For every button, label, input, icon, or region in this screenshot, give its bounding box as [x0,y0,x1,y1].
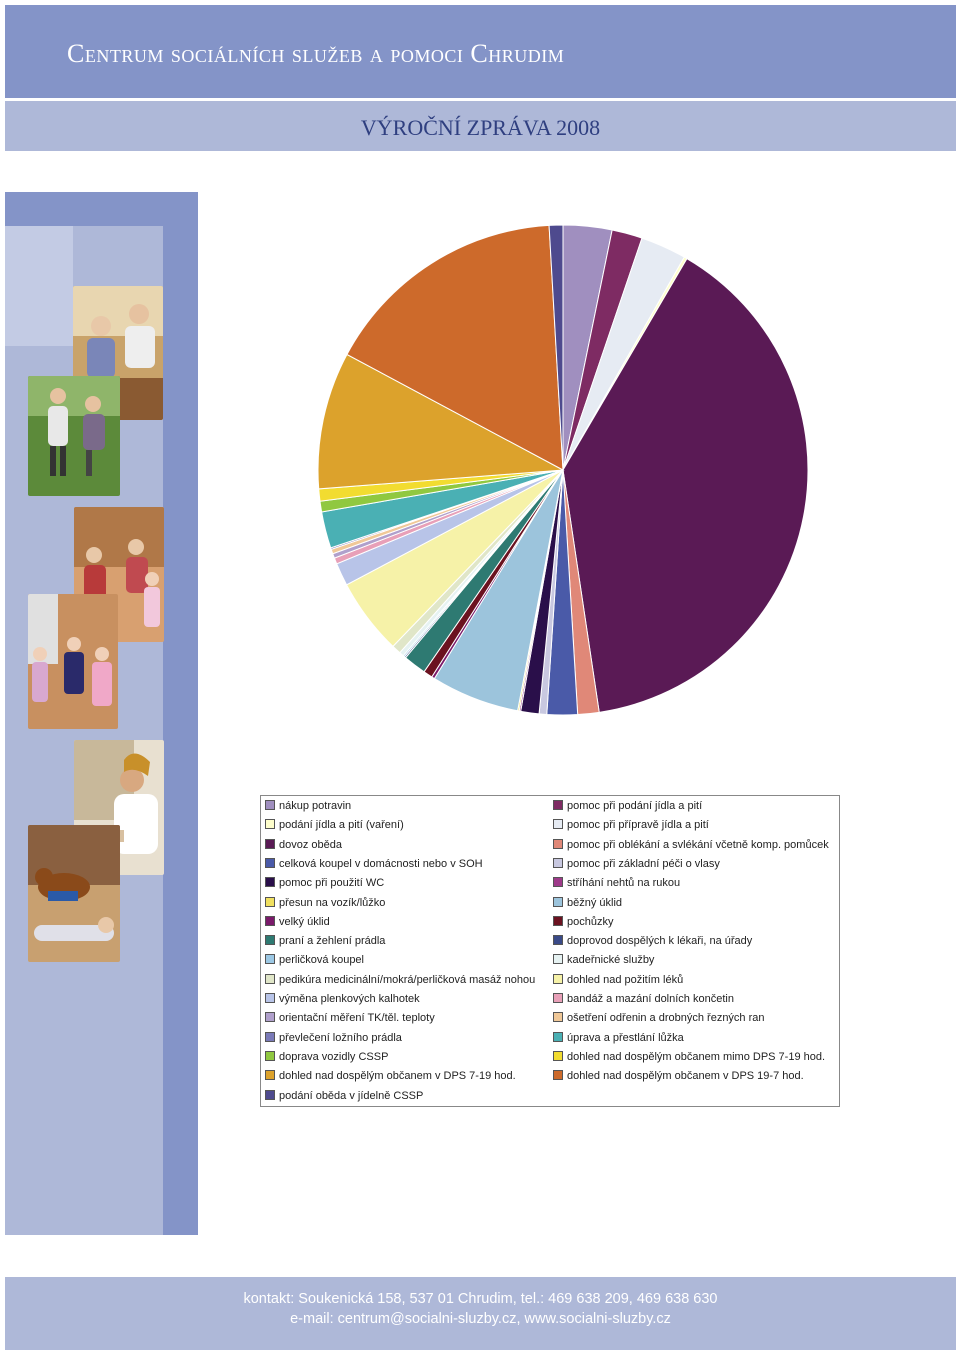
legend-label: pomoc při základní péči o vlasy [567,857,720,870]
legend-label: úprava a přestlání lůžka [567,1031,684,1044]
legend-swatch-icon [553,993,563,1003]
legend-swatch-icon [265,1070,275,1080]
legend-label: velký úklid [279,915,330,928]
legend-item [553,857,720,871]
legend-swatch-icon [265,954,275,964]
legend-swatch-icon [553,839,563,849]
legend-label: dohled nad požitím léků [567,973,684,986]
legend-label: kadeřnické služby [567,954,655,967]
photo-garden-walk-icon [28,376,120,496]
legend-item [553,1011,765,1025]
legend-swatch-icon [265,935,275,945]
legend-label: pedikúra medicinální/mokrá/perličková masáž nohou [279,973,536,986]
legend-item [553,799,702,813]
photo-children-dancing-icon [28,594,118,729]
legend-swatch-icon [265,800,275,810]
pie-chart [300,220,830,730]
legend-label: nákup potravin [279,800,352,812]
legend-item [265,934,385,948]
legend-swatch-icon [553,897,563,907]
footer-contact: kontakt: Soukenická 158, 537 01 Chrudim, tel.: 469 638 209, 469 638 630 [243,1291,718,1307]
legend-swatch-icon [553,877,563,887]
chart-legend [260,795,840,1107]
legend-swatch-icon [265,819,275,829]
legend-swatch-icon [265,916,275,926]
legend-label: pomoc při přípravě jídla a pití [567,819,709,832]
report-title: VÝROČNÍ ZPRÁVA 2008 [360,115,601,140]
legend-label: dohled nad dospělým občanem v DPS 19-7 hod. [567,1070,804,1083]
legend-item [265,973,535,987]
legend-item [265,953,364,967]
legend-label: podání jídla a pití (vaření) [279,819,404,832]
legend-item [553,973,683,987]
legend-swatch-icon [265,877,275,887]
legend-swatch-icon [553,916,563,926]
legend-item [553,934,752,948]
header-banner [5,5,956,98]
legend-swatch-icon [553,974,563,984]
legend-label: převlečení ložního prádla [279,1031,402,1044]
legend-item [265,818,404,832]
legend-item [553,1031,684,1045]
legend-label: dovoz oběda [279,838,342,851]
legend-swatch-icon [553,935,563,945]
legend-label: dohled nad dospělým občanem mimo DPS 7-19 hod. [567,1050,826,1063]
legend-swatch-icon [553,954,563,964]
legend-swatch-icon [553,858,563,868]
legend-item [265,857,483,871]
legend-swatch-icon [553,1070,563,1080]
legend-item [553,992,734,1006]
legend-item [265,992,420,1006]
legend-label: pomoc při oblékání a svlékání včetně komp. pomůcek [567,838,829,851]
legend-item [265,896,385,910]
legend-label: běžný úklid [567,896,623,909]
legend-label: podání oběda v jídelně CSSP [279,1089,424,1102]
sidebar-accent [5,226,73,346]
legend-item [265,1089,423,1103]
legend-item [265,1050,388,1064]
legend-swatch-icon [265,993,275,1003]
legend-swatch-icon [553,1051,563,1061]
legend-swatch-icon [265,858,275,868]
legend-label: výměna plenkových kalhotek [279,993,420,1005]
legend-swatch-icon [265,1012,275,1022]
legend-item [553,953,654,967]
legend-item [265,876,384,890]
legend-label: pochůzky [567,915,614,928]
legend-swatch-icon [265,1090,275,1100]
legend-swatch-icon [553,1032,563,1042]
legend-item [265,1031,402,1045]
legend-label: stříhání nehtů na rukou [567,877,681,890]
photo-dog-therapy-icon [28,825,120,962]
legend-swatch-icon [265,1032,275,1042]
footer-web: e-mail: centrum@socialni-sluzby.cz, www.socialni-sluzby.cz [290,1311,671,1327]
legend-label: doprava vozidly CSSP [279,1050,389,1063]
legend-item [265,1069,516,1083]
legend-label: praní a žehlení prádla [279,935,386,948]
legend-swatch-icon [553,819,563,829]
legend-item [265,915,330,929]
legend-label: přesun na vozík/lůžko [279,896,386,909]
legend-label: orientační měření TK/těl. teploty [279,1012,435,1025]
legend-item [265,1011,435,1025]
subheader-banner [5,101,956,151]
legend-item [265,838,342,852]
legend-swatch-icon [265,839,275,849]
organization-title: Centrum sociálních služeb a pomoci Chrudim [67,39,565,68]
legend-item [553,915,613,929]
legend-item [553,876,680,890]
legend-swatch-icon [265,1051,275,1061]
legend-label: bandáž a mazání dolních končetin [567,993,734,1005]
legend-item [553,1050,825,1064]
footer [5,1277,956,1350]
legend-swatch-icon [265,974,275,984]
legend-label: dohled nad dospělým občanem v DPS 7-19 hod. [279,1070,516,1083]
legend-swatch-icon [265,897,275,907]
legend-item [553,896,622,910]
legend-label: pomoc při použití WC [279,877,385,890]
legend-swatch-icon [553,800,563,810]
legend-label: pomoc při podání jídla a pití [567,800,703,812]
legend-label: doprovod dospělých k lékaři, na úřady [567,935,753,948]
legend-label: celková koupel v domácnosti nebo v SOH [279,857,483,870]
legend-item [553,818,709,832]
legend-item [265,799,351,813]
pie-chart-svg [300,220,830,730]
legend-label: perličková koupel [279,954,364,967]
legend-swatch-icon [553,1012,563,1022]
legend-label: ošetření odřenin a drobných řezných ran [567,1012,765,1025]
legend-item [553,1069,804,1083]
legend-item [553,838,829,852]
